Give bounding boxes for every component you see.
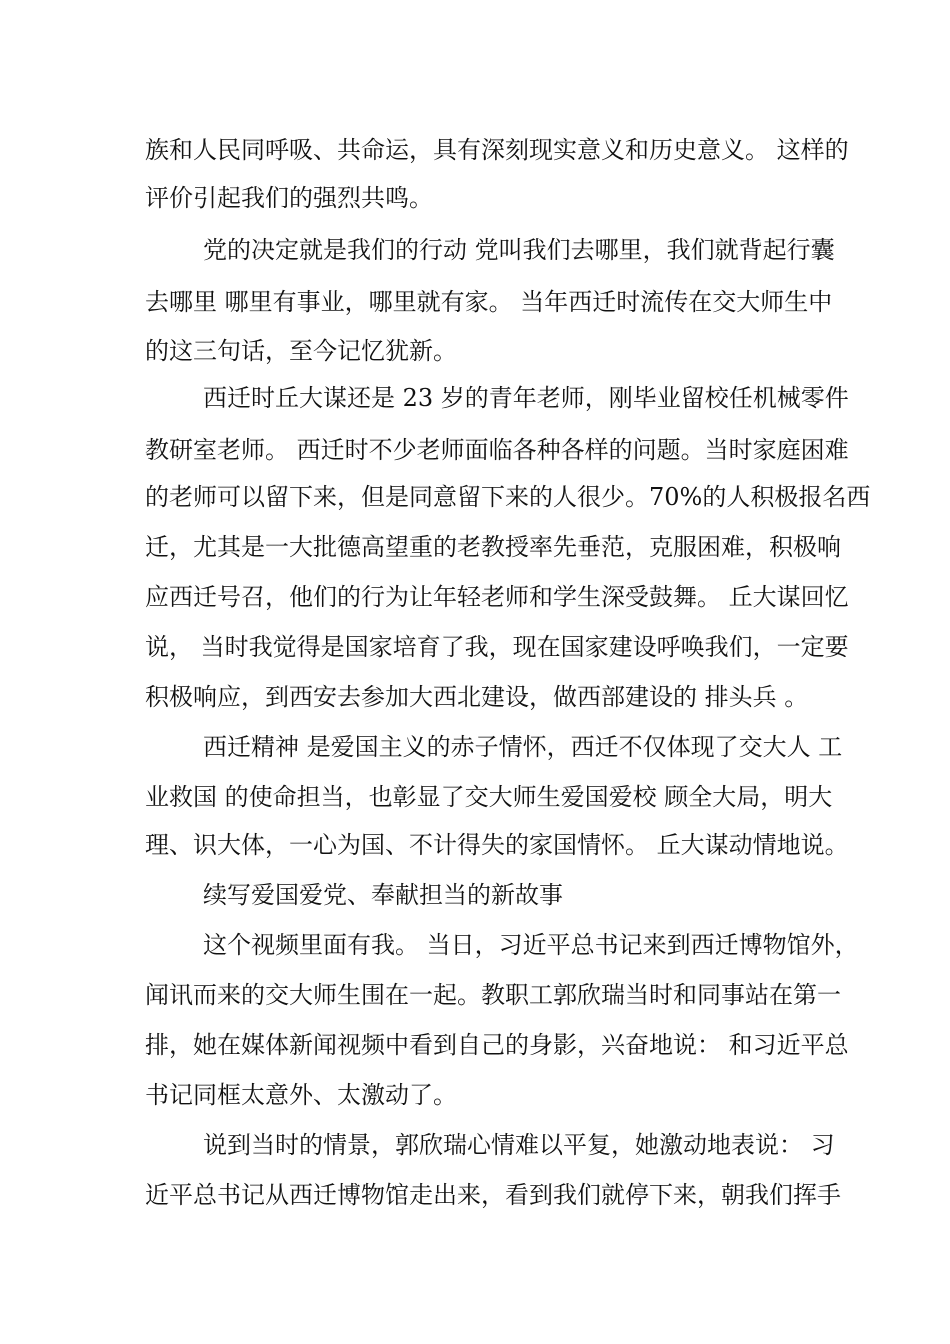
- paragraph-line: 族和人民同呼吸、共命运，具有深刻现实意义和历史意义。 这样的: [145, 136, 849, 164]
- paragraph-line: 近平总书记从西迁博物馆走出来，看到我们就停下来，朝我们挥手: [145, 1181, 841, 1209]
- paragraph-line: 书记同框太意外、太激动了。: [145, 1081, 457, 1109]
- paragraph-line: 的这三句话，至今记忆犹新。: [145, 337, 457, 365]
- paragraph-line: 排，她在媒体新闻视频中看到自己的身影，兴奋地说： 和习近平总: [145, 1031, 849, 1059]
- paragraph-line: 说到当时的情景，郭欣瑞心情难以平复，她激动地表说： 习: [203, 1131, 835, 1159]
- paragraph-line: 业救国 的使命担当，也彰显了交大师生爱国爱校 顾全大局，明大: [145, 783, 833, 811]
- paragraph-line: 应西迁号召，他们的行为让年轻老师和学生深受鼓舞。 丘大谋回忆: [145, 583, 849, 611]
- paragraph-line: 教研室老师。 西迁时不少老师面临各种各样的问题。当时家庭困难: [145, 436, 849, 464]
- paragraph-line: 西迁精神 是爱国主义的赤子情怀，西迁不仅体现了交大人 工: [203, 733, 843, 761]
- paragraph-line: 这个视频里面有我。 当日，习近平总书记来到西迁博物馆外，: [203, 931, 859, 959]
- section-heading: 续写爱国爱党、奉献担当的新故事: [203, 881, 563, 909]
- paragraph-line: 党的决定就是我们的行动 党叫我们去哪里，我们就背起行囊: [203, 236, 835, 264]
- paragraph-line: 的老师可以留下来，但是同意留下来的人很少。70%的人积极报名西: [145, 483, 871, 511]
- paragraph-line: 迁，尤其是一大批德高望重的老教授率先垂范，克服困难，积极响: [145, 533, 841, 561]
- paragraph-line: 评价引起我们的强烈共鸣。: [145, 184, 433, 212]
- paragraph-line: 理、识大体，一心为国、不计得失的家国情怀。 丘大谋动情地说。: [145, 831, 849, 859]
- paragraph-line: 积极响应，到西安去参加大西北建设，做西部建设的 排头兵 。: [145, 683, 809, 711]
- paragraph-line: 西迁时丘大谋还是 23 岁的青年老师，刚毕业留校任机械零件: [203, 384, 849, 412]
- paragraph-line: 闻讯而来的交大师生围在一起。教职工郭欣瑞当时和同事站在第一: [145, 981, 841, 1009]
- paragraph-line: 说， 当时我觉得是国家培育了我，现在国家建设呼唤我们，一定要: [145, 633, 849, 661]
- paragraph-line: 去哪里 哪里有事业，哪里就有家。 当年西迁时流传在交大师生中: [145, 288, 833, 316]
